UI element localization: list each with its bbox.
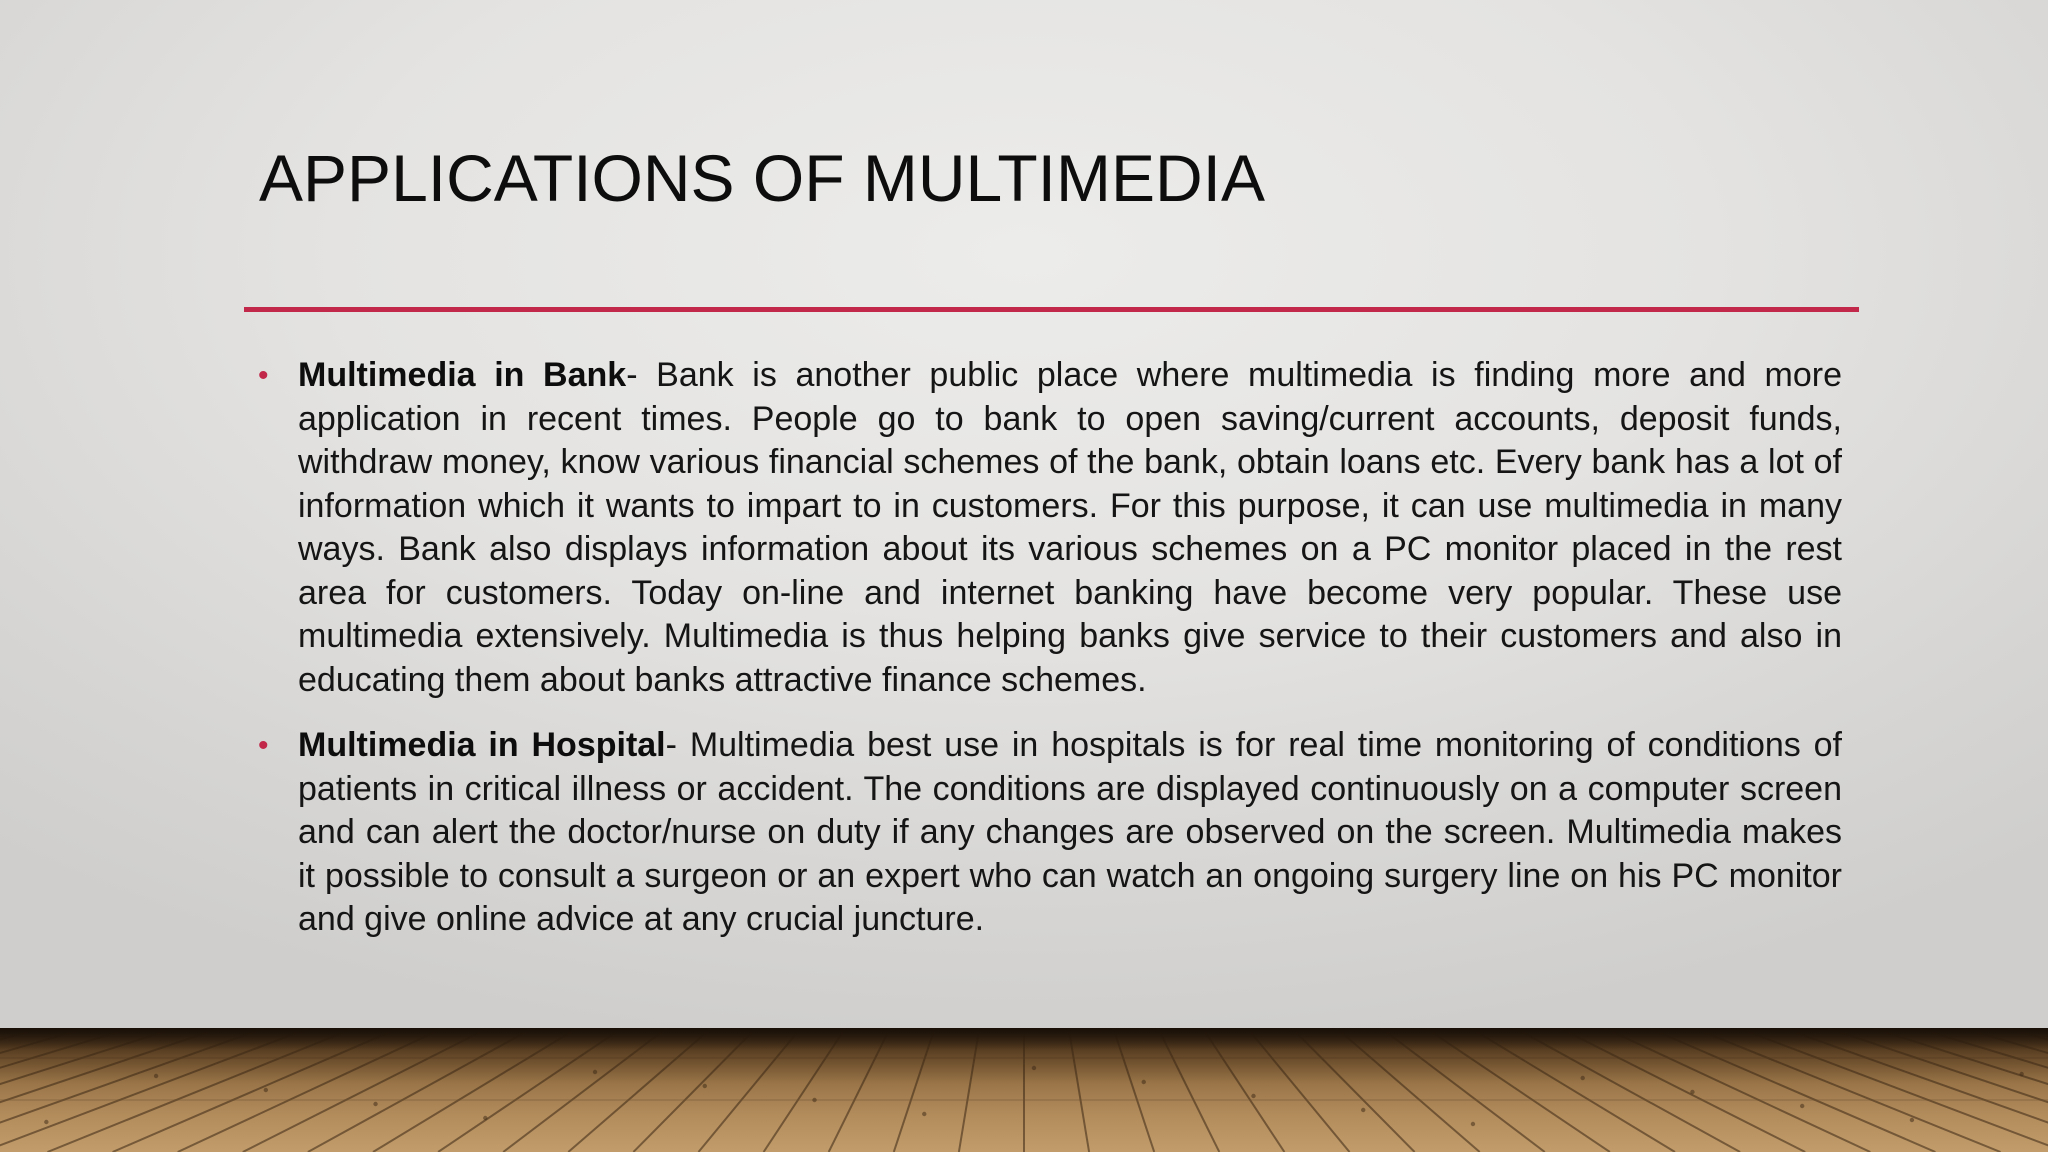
floor-shadow [0, 1028, 2048, 1050]
bullet-item-hospital [258, 724, 1842, 942]
bullet-dot-icon: • [258, 359, 269, 392]
bullet-list [258, 354, 1842, 964]
title-divider [244, 307, 1859, 312]
bullet-text: - Multimedia best use in hospitals is for real time monitoring of conditions of patients in critical illness or accident. The conditions are displayed continuously on a computer screen and can alert the doctor/nurse on duty if any changes are observed on the screen. Multimedia makes it possible to consult a surgeon or an expert who can watch an ongoing surgery line on his PC monitor and give online advice at any crucial juncture. [298, 726, 1842, 938]
bullet-item-bank [258, 354, 1842, 702]
slide-title: APPLICATIONS OF MULTIMEDIA [259, 141, 1266, 215]
bullet-text: - Bank is another public place where multimedia is finding more and more application in recent times. People go to bank to open saving/current accounts, deposit funds, withdraw money, know various financial schemes of the bank, obtain loans etc. Every bank has a lot of information which it wants to impart to in customers. For this purpose, it can use multimedia in many ways. Bank also displays information about its various schemes on a PC monitor placed in the rest area for customers. Today on-line and internet banking have become very popular. These use multimedia extensively. Multimedia is thus helping banks give service to their customers and also in educating them about banks attractive finance schemes. [298, 356, 1842, 699]
wood-floor-background [0, 1028, 2048, 1152]
bullet-dot-icon: • [258, 729, 269, 762]
bullet-heading: Multimedia in Hospital [298, 726, 666, 764]
bullet-heading: Multimedia in Bank [298, 356, 627, 394]
